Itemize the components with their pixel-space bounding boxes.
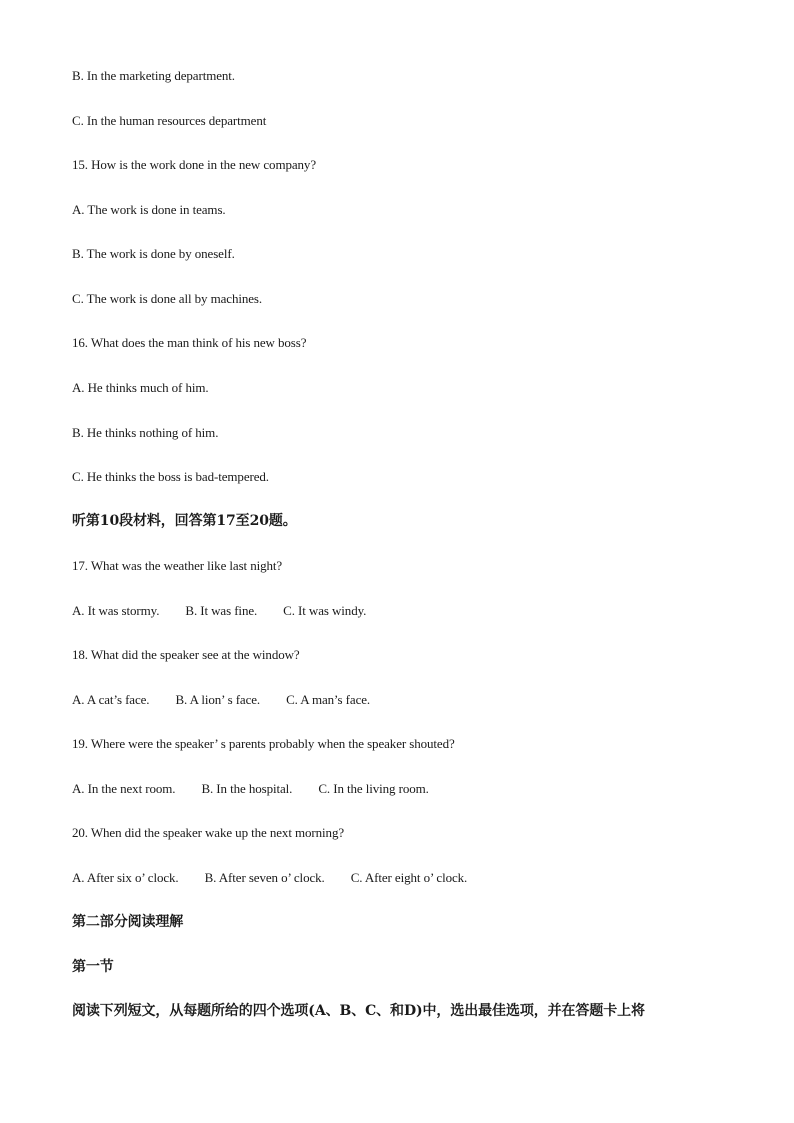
section-heading-passage-10: 听第10段材料，回答第17至20题。 [72,513,297,529]
q17-question: 17. What was the weather like last night? [72,558,283,573]
q15-question: 15. How is the work done in the new company? [72,157,316,172]
q19-question: 19. Where were the speaker’ s parents probably when the speaker shouted? [72,736,455,751]
q15-option-b: B. The work is done by oneself. [72,246,235,261]
q17-option-c: C. It was windy. [283,603,367,618]
q19-option-b: B. In the hospital. [201,781,293,796]
q20-option-b: B. After seven o’ clock. [204,870,325,885]
q18-option-c: C. A man’s face. [286,692,371,707]
q17-option-a: A. It was stormy. [72,603,160,618]
q19-option-a: A. In the next room. [72,781,176,796]
q19-option-c: C. In the living room. [318,781,429,796]
q18-option-b: B. A lion’ s face. [175,692,261,707]
reading-instructions: 阅读下列短文，从每题所给的四个选项(A、B、C、和D)中，选出最佳选项，并在答题卡上将 [72,1003,645,1019]
q17-option-b: B. It was fine. [185,603,258,618]
q15-option-c: C. The work is done all by machines. [72,291,263,306]
q16-option-b: B. He thinks nothing of him. [72,425,219,440]
q16-option-c: C. He thinks the boss is bad-tempered. [72,469,269,484]
q18-options [72,691,734,709]
q17-options [72,602,734,620]
q20-question: 20. When did the speaker wake up the next morning? [72,825,345,840]
q20-option-c: C. After eight o’ clock. [350,870,468,885]
q14-option-b: B. In the marketing department. [72,68,235,83]
q16-question: 16. What does the man think of his new boss? [72,335,307,350]
q14-option-c: C. In the human resources department [72,113,267,128]
q19-options [72,780,734,798]
q20-options [72,869,734,887]
part-two-heading: 第二部分阅读理解 [72,914,184,930]
section-one-heading: 第一节 [72,959,114,975]
q15-option-a: A. The work is done in teams. [72,202,226,217]
q18-question: 18. What did the speaker see at the window? [72,647,300,662]
q16-option-a: A. He thinks much of him. [72,380,209,395]
q18-option-a: A. A cat’s face. [72,692,150,707]
q20-option-a: A. After six o’ clock. [72,870,179,885]
